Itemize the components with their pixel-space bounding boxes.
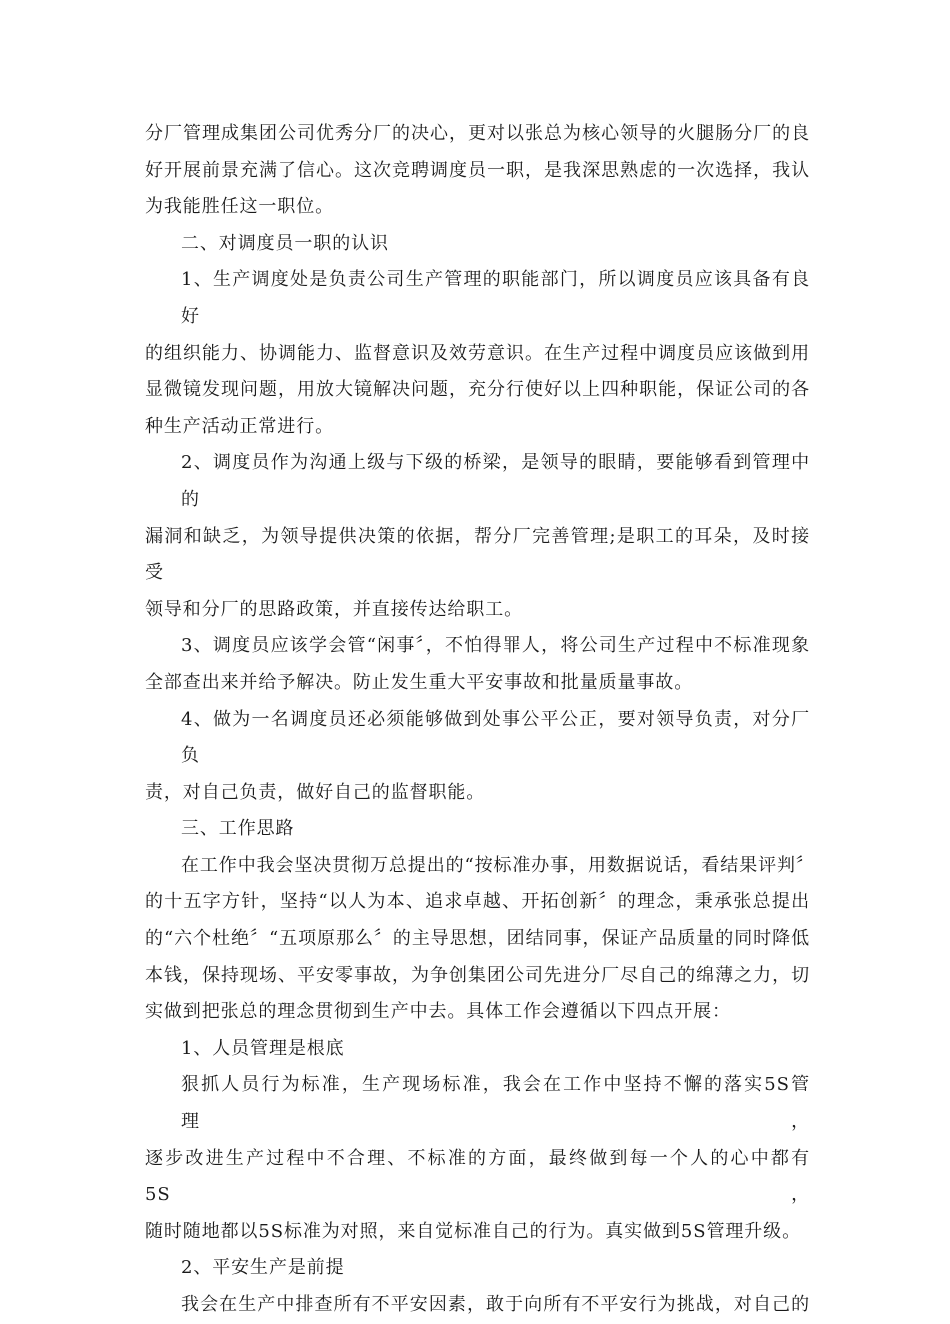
text-line: 全部查出来并给予解决。防止发生重大平安事故和批量质量事故。 — [145, 671, 694, 693]
text-line: 本钱，保持现场、平安零事故，为争创集团公司先进分厂尽自己的绵薄之力，切 — [145, 964, 810, 986]
text-line: 领导和分厂的思路政策，并直接传达给职工。 — [145, 598, 523, 620]
text-line: 二、对调度员一职的认识 — [181, 232, 389, 254]
text-line: 显微镜发现问题，用放大镜解决问题，充分行使好以上四种职能，保证公司的各 — [145, 379, 810, 401]
text-line: 逐步改进生产过程中不合理、不标准的方面，最终做到每一个人的心中都有5S， — [145, 1147, 810, 1206]
text-line: 1、生产调度处是负责公司生产管理的职能部门，所以调度员应该具备有良好 — [181, 269, 810, 327]
text-line: 漏洞和缺乏，为领导提供决策的依据，帮分厂完善管理;是职工的耳朵，及时接受 — [145, 525, 810, 584]
text-line: 3、调度员应该学会管“闲事〞，不怕得罪人，将公司生产过程中不标准现象 — [181, 635, 810, 657]
text-line: 2、平安生产是前提 — [181, 1257, 345, 1279]
text-line: 三、工作思路 — [181, 818, 295, 840]
text-line: 分厂管理成集团公司优秀分厂的决心，更对以张总为核心领导的火腿肠分厂的良 — [145, 123, 810, 144]
text-line: 在工作中我会坚决贯彻万总提出的“按标准办事，用数据说话，看结果评判〞 — [181, 854, 815, 876]
text-line: 1、人员管理是根底 — [181, 1037, 345, 1059]
text-line: 的组织能力、协调能力、监督意识及效劳意识。在生产过程中调度员应该做到用 — [145, 342, 810, 364]
text-line: 随时随地都以5S标准为对照，来自觉标准自己的行为。真实做到5S管理升级。 — [145, 1220, 801, 1242]
text-line: 2、调度员作为沟通上级与下级的桥梁，是领导的眼睛，要能够看到管理中的 — [181, 452, 810, 510]
text-line: 责，对自己负责，做好自己的监督职能。 — [145, 781, 486, 803]
document-body — [145, 116, 815, 1324]
text-line: 种生产活动正常进行。 — [145, 415, 334, 437]
text-line: 的“六个杜绝〞“五项原那么〞的主导思想，团结同事，保证产品质量的同时降低 — [145, 928, 810, 950]
text-line: 实做到把张总的理念贯彻到生产中去。具体工作会遵循以下四点开展： — [145, 1001, 731, 1023]
text-line: 狠抓人员行为标准，生产现场标准，我会在工作中坚持不懈的落实5S管理， — [181, 1074, 810, 1133]
text-line: 好开展前景充满了信心。这次竞聘调度员一职，是我深思熟虑的一次选择，我认 — [145, 159, 810, 181]
text-line: 我会在生产中排查所有不平安因素，敢于向所有不平安行为挑战，对自己的 — [181, 1294, 810, 1315]
text-line: 的十五字方针，坚持“以人为本、追求卓越、开拓创新〞的理念，秉承张总提出 — [145, 891, 810, 913]
text-line: 为我能胜任这一职位。 — [145, 196, 334, 218]
text-line: 4、做为一名调度员还必须能够做到处事公平公正，要对领导负责，对分厂负 — [181, 708, 810, 767]
